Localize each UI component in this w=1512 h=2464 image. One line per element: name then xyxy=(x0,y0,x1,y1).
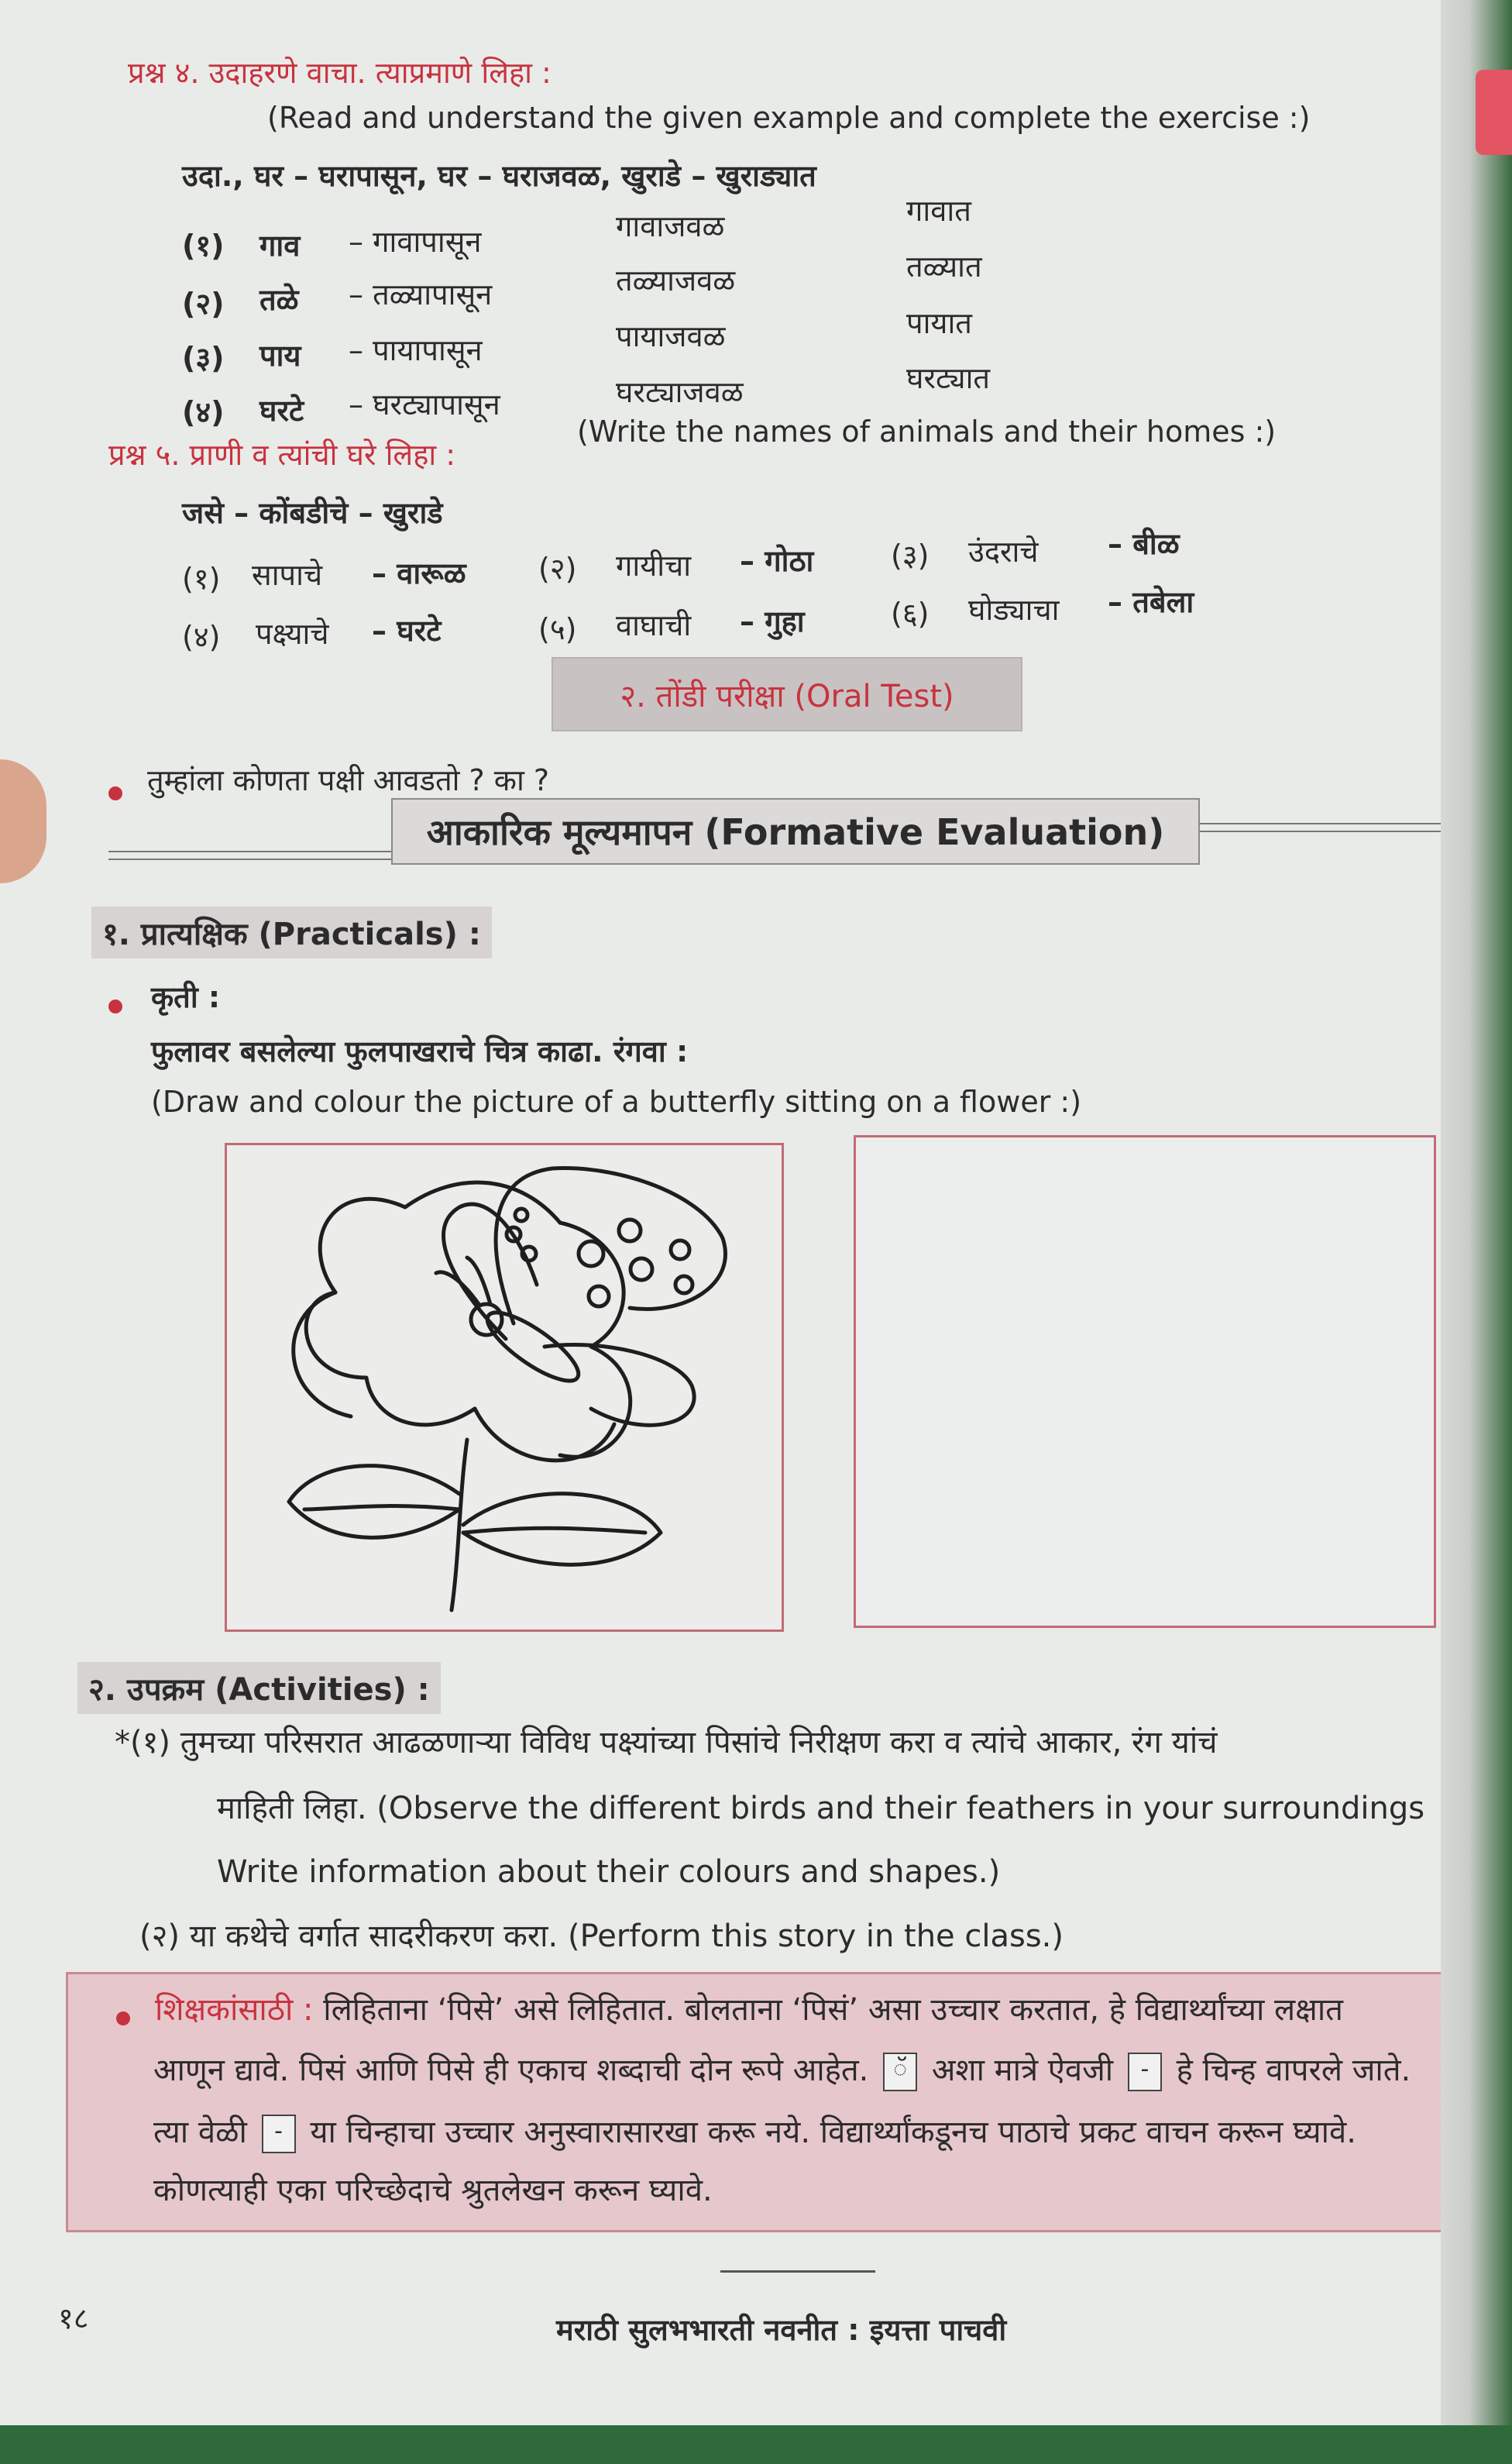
q5-item-number: (४) xyxy=(182,620,221,654)
q5-item-home: – गुहा xyxy=(740,604,805,638)
row-near: गावाजवळ xyxy=(616,209,725,243)
row-from: – पायापासून xyxy=(349,333,483,367)
matra-symbol-icon: ॅ xyxy=(883,2053,917,2091)
row-from: – तळ्यापासून xyxy=(349,277,493,311)
teacher-note-line xyxy=(153,2172,713,2209)
q5-item-number: (६) xyxy=(891,597,930,631)
q5-item-number: (५) xyxy=(538,612,577,646)
table-surface xyxy=(0,2425,1512,2464)
row-number: (१) xyxy=(182,229,225,263)
bullet-icon xyxy=(108,786,122,800)
oral-test-question: तुम्हांला कोणता पक्षी आवडतो ? का ? xyxy=(147,763,550,797)
q5-item-animal: घोड्याचा xyxy=(968,593,1060,627)
page-edge xyxy=(1441,0,1512,2464)
thumb xyxy=(0,759,46,883)
q4-example: उदा., घर – घरापासून, घर – घराजवळ, खुराडे – खुराड्यात xyxy=(182,159,816,193)
drawing-area[interactable] xyxy=(854,1135,1436,1628)
activities-label: २. उपक्रम (Activities) : xyxy=(77,1662,441,1714)
practicals-label: १. प्रात्यक्षिक (Practicals) : xyxy=(91,907,492,958)
activity-label: कृती : xyxy=(151,980,221,1014)
q5-item-number: (२) xyxy=(538,552,577,586)
row-number: (२) xyxy=(182,287,225,321)
butterfly-on-flower-icon xyxy=(227,1145,782,1629)
q5-item-number: (१) xyxy=(182,562,221,596)
row-word: पाय xyxy=(259,339,301,373)
q5-heading-english: (Write the names of animals and their homes :) xyxy=(577,415,1277,449)
teacher-note-line xyxy=(153,2114,1356,2153)
row-word: घरटे xyxy=(259,394,304,428)
q5-item-home: – बीळ xyxy=(1108,527,1180,561)
row-in: तळ्यात xyxy=(906,249,982,284)
q5-item-home: – घरटे xyxy=(372,614,442,648)
divider xyxy=(1197,823,1441,832)
butterfly-drawing-box xyxy=(225,1143,784,1632)
q5-item-home: – वारूळ xyxy=(372,556,466,590)
row-in: घरट्यात xyxy=(906,361,991,395)
q4-subheading: (Read and understand the given example and complete the exercise :) xyxy=(267,101,1311,135)
instruction-english: (Draw and colour the picture of a butterfly sitting on a flower :) xyxy=(151,1085,1082,1119)
teacher-note-text: या चिन्हाचा उच्चार अनुस्वारासारखा करू नये. विद्यार्थ्यांकडूनच पाठाचे प्रकट वाचन करून घ्यावे. xyxy=(310,2115,1356,2150)
symbol-icon: - xyxy=(1128,2053,1162,2091)
activity-item-1-cont: Write information about their colours and shapes.) xyxy=(217,1854,1001,1890)
activity-item-1: *(१) तुमच्या परिसरात आढळणाऱ्या विविध पक्ष्यांच्या पिसांचे निरीक्षण करा व त्यांचे आकार, रंग यांचं xyxy=(115,1725,1218,1760)
row-near: घरट्याजवळ xyxy=(616,375,744,409)
oral-test-title: २. तोंडी परीक्षा (Oral Test) xyxy=(552,657,1022,731)
q5-item-animal: वाघाची xyxy=(616,608,692,642)
teacher-note-box xyxy=(66,1972,1445,2232)
instruction-marathi: फुलावर बसलेल्या फुलपाखराचे चित्र काढा. रंगवा : xyxy=(151,1034,689,1069)
q5-item-animal: पक्ष्याचे xyxy=(256,617,329,651)
divider xyxy=(108,851,391,860)
bullet-icon xyxy=(108,1000,122,1013)
q5-item-animal: उंदराचे xyxy=(968,535,1039,569)
formative-evaluation-title: आकारिक मूल्यमापन (Formative Evaluation) xyxy=(391,798,1200,865)
teacher-note-text: त्या वेळी xyxy=(153,2115,247,2150)
row-in: गावात xyxy=(906,194,971,228)
page-number: १८ xyxy=(58,2301,89,2335)
teacher-note-text: कोणत्याही एका परिच्छेदाचे श्रुतलेखन करून घ्यावे. xyxy=(153,2173,713,2208)
q5-heading: प्रश्न ५. प्राणी व त्यांची घरे लिहा : xyxy=(108,438,456,472)
activity-item-1-cont: माहिती लिहा. (Observe the different birds and their feathers in your surroundings xyxy=(217,1791,1425,1826)
q5-item-animal: गायीचा xyxy=(616,549,692,583)
row-number: (३) xyxy=(182,341,225,375)
book-title: मराठी सुलभभारती नवनीत : इयत्ता पाचवी xyxy=(556,2313,1007,2347)
teacher-note-text: लिहिताना ‘पिसे’ असे लिहितात. बोलताना ‘पिसं’ असा उच्चार करतात, हे विद्यार्थ्यांच्या लक्षात xyxy=(323,1992,1343,2028)
q5-example: जसे – कोंबडीचे – खुराडे xyxy=(182,496,443,530)
teacher-note-text: अशा मात्रे ऐवजी xyxy=(931,2053,1114,2088)
teacher-note-line xyxy=(155,1991,1343,2029)
q5-item-animal: सापाचे xyxy=(252,558,323,592)
row-near: तळ्याजवळ xyxy=(616,263,736,298)
divider xyxy=(720,2270,875,2273)
teacher-note-text: हे चिन्ह वापरले जाते. xyxy=(1176,2053,1411,2088)
activity-item-2: (२) या कथेचे वर्गात सादरीकरण करा. (Perform this story in the class.) xyxy=(139,1919,1064,1954)
teacher-note-line xyxy=(153,2052,1411,2091)
teacher-note-prefix: शिक्षकांसाठी : xyxy=(155,1992,314,2028)
row-in: पायात xyxy=(906,306,972,340)
q5-item-home: – गोठा xyxy=(740,544,814,578)
q5-item-number: (३) xyxy=(891,539,930,573)
q5-item-home: – तबेला xyxy=(1108,585,1194,619)
teacher-note-text: आणून द्यावे. पिसं आणि पिसे ही एकाच शब्दाची दोन रूपे आहेत. xyxy=(153,2053,869,2088)
row-number: (४) xyxy=(182,395,225,429)
row-near: पायाजवळ xyxy=(616,319,726,353)
bullet-icon xyxy=(116,2011,130,2025)
symbol-icon: - xyxy=(262,2115,296,2153)
bookmark-tab xyxy=(1476,70,1512,155)
row-from: – घरट्यापासून xyxy=(349,387,500,422)
row-word: गाव xyxy=(259,229,301,263)
row-from: – गावापासून xyxy=(349,225,482,259)
row-word: तळे xyxy=(259,283,299,317)
q4-heading: प्रश्न ४. उदाहरणे वाचा. त्याप्रमाणे लिहा : xyxy=(128,56,552,90)
